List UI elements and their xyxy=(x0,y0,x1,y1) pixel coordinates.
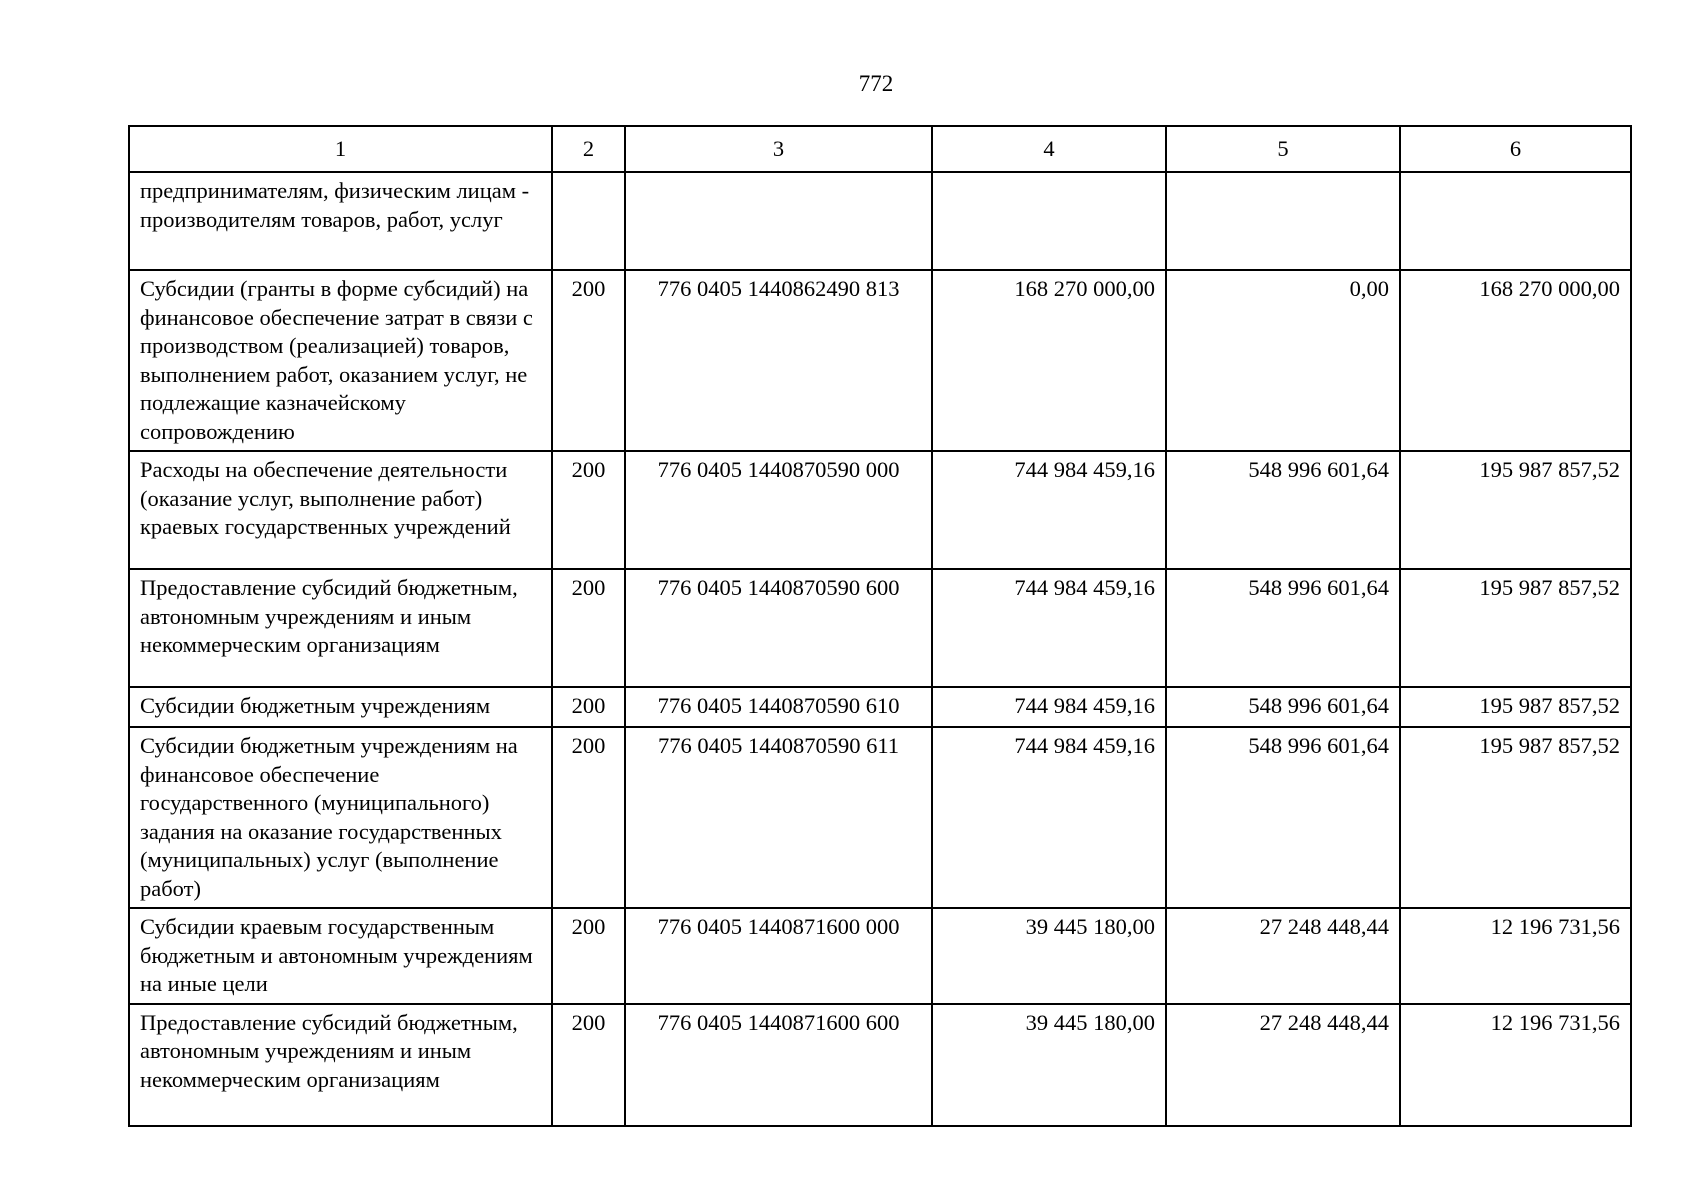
row-executed-amount-cell: 0,00 xyxy=(1166,270,1400,451)
row-executed-amount-cell: 548 996 601,64 xyxy=(1166,727,1400,908)
row-admin-code-cell: 200 xyxy=(552,451,625,569)
row-plan-amount-cell: 744 984 459,16 xyxy=(932,727,1166,908)
budget-table xyxy=(128,125,1632,1127)
row-admin-code-cell: 200 xyxy=(552,687,625,727)
row-admin-code-cell: 200 xyxy=(552,1004,625,1126)
row-remaining-amount-cell: 12 196 731,56 xyxy=(1400,1004,1631,1126)
row-plan-amount-cell: 744 984 459,16 xyxy=(932,687,1166,727)
column-header: 1 xyxy=(129,126,552,172)
row-budget-code-cell: 776 0405 1440862490 813 xyxy=(625,270,932,451)
row-name-cell: Субсидии бюджетным учреждениям xyxy=(129,687,552,727)
row-name-cell: предпринимателям, физическим лицам - производителям товаров, работ, услуг xyxy=(129,172,552,270)
row-budget-code-cell: 776 0405 1440870590 610 xyxy=(625,687,932,727)
row-name-cell: Предоставление субсидий бюджетным, автономным учреждениям и иным некоммерческим организациям xyxy=(129,569,552,687)
column-header: 2 xyxy=(552,126,625,172)
row-remaining-amount-cell: 12 196 731,56 xyxy=(1400,908,1631,1004)
row-name-cell: Субсидии краевым государственным бюджетным и автономным учреждениям на иные цели xyxy=(129,908,552,1004)
row-plan-amount-cell: 168 270 000,00 xyxy=(932,270,1166,451)
row-budget-code-cell: 776 0405 1440871600 600 xyxy=(625,1004,932,1126)
row-remaining-amount-cell: 168 270 000,00 xyxy=(1400,270,1631,451)
table-row xyxy=(129,1004,1631,1126)
row-executed-amount-cell: 548 996 601,64 xyxy=(1166,569,1400,687)
row-budget-code-cell: 776 0405 1440871600 000 xyxy=(625,908,932,1004)
row-plan-amount-cell: 39 445 180,00 xyxy=(932,1004,1166,1126)
row-name-cell: Субсидии (гранты в форме субсидий) на финансовое обеспечение затрат в связи с производством (реализацией) товаров, выполнением работ, оказанием услуг, не подлежащие казначейскому сопровождению xyxy=(129,270,552,451)
row-plan-amount-cell: 744 984 459,16 xyxy=(932,451,1166,569)
row-name-cell: Предоставление субсидий бюджетным, автономным учреждениям и иным некоммерческим организациям xyxy=(129,1004,552,1126)
row-budget-code-cell: 776 0405 1440870590 000 xyxy=(625,451,932,569)
row-admin-code-cell: 200 xyxy=(552,569,625,687)
row-remaining-amount-cell: 195 987 857,52 xyxy=(1400,569,1631,687)
row-plan-amount-cell: 39 445 180,00 xyxy=(932,908,1166,1004)
page-number: 772 xyxy=(858,71,894,96)
row-remaining-amount-cell xyxy=(1400,172,1631,270)
row-budget-code-cell xyxy=(625,172,932,270)
row-admin-code-cell: 200 xyxy=(552,908,625,1004)
table-row xyxy=(129,569,1631,687)
row-admin-code-cell: 200 xyxy=(552,727,625,908)
table-body xyxy=(129,172,1631,1126)
row-executed-amount-cell: 548 996 601,64 xyxy=(1166,687,1400,727)
table-row xyxy=(129,451,1631,569)
column-header: 3 xyxy=(625,126,932,172)
row-remaining-amount-cell: 195 987 857,52 xyxy=(1400,451,1631,569)
table-row xyxy=(129,687,1631,727)
column-header: 4 xyxy=(932,126,1166,172)
row-name-cell: Расходы на обеспечение деятельности (оказание услуг, выполнение работ) краевых государственных учреждений xyxy=(129,451,552,569)
row-budget-code-cell: 776 0405 1440870590 611 xyxy=(625,727,932,908)
row-executed-amount-cell xyxy=(1166,172,1400,270)
table-row xyxy=(129,727,1631,908)
row-plan-amount-cell: 744 984 459,16 xyxy=(932,569,1166,687)
table-row xyxy=(129,908,1631,1004)
column-header: 6 xyxy=(1400,126,1631,172)
row-budget-code-cell: 776 0405 1440870590 600 xyxy=(625,569,932,687)
row-admin-code-cell xyxy=(552,172,625,270)
table-row xyxy=(129,172,1631,270)
row-plan-amount-cell xyxy=(932,172,1166,270)
row-executed-amount-cell: 27 248 448,44 xyxy=(1166,908,1400,1004)
row-admin-code-cell: 200 xyxy=(552,270,625,451)
table-header-row xyxy=(129,126,1631,172)
row-executed-amount-cell: 548 996 601,64 xyxy=(1166,451,1400,569)
row-name-cell: Субсидии бюджетным учреждениям на финансовое обеспечение государственного (муниципального) задания на оказание государственных (муниципальных) услуг (выполнение работ) xyxy=(129,727,552,908)
row-remaining-amount-cell: 195 987 857,52 xyxy=(1400,727,1631,908)
row-executed-amount-cell: 27 248 448,44 xyxy=(1166,1004,1400,1126)
row-remaining-amount-cell: 195 987 857,52 xyxy=(1400,687,1631,727)
table-row xyxy=(129,270,1631,451)
column-header: 5 xyxy=(1166,126,1400,172)
